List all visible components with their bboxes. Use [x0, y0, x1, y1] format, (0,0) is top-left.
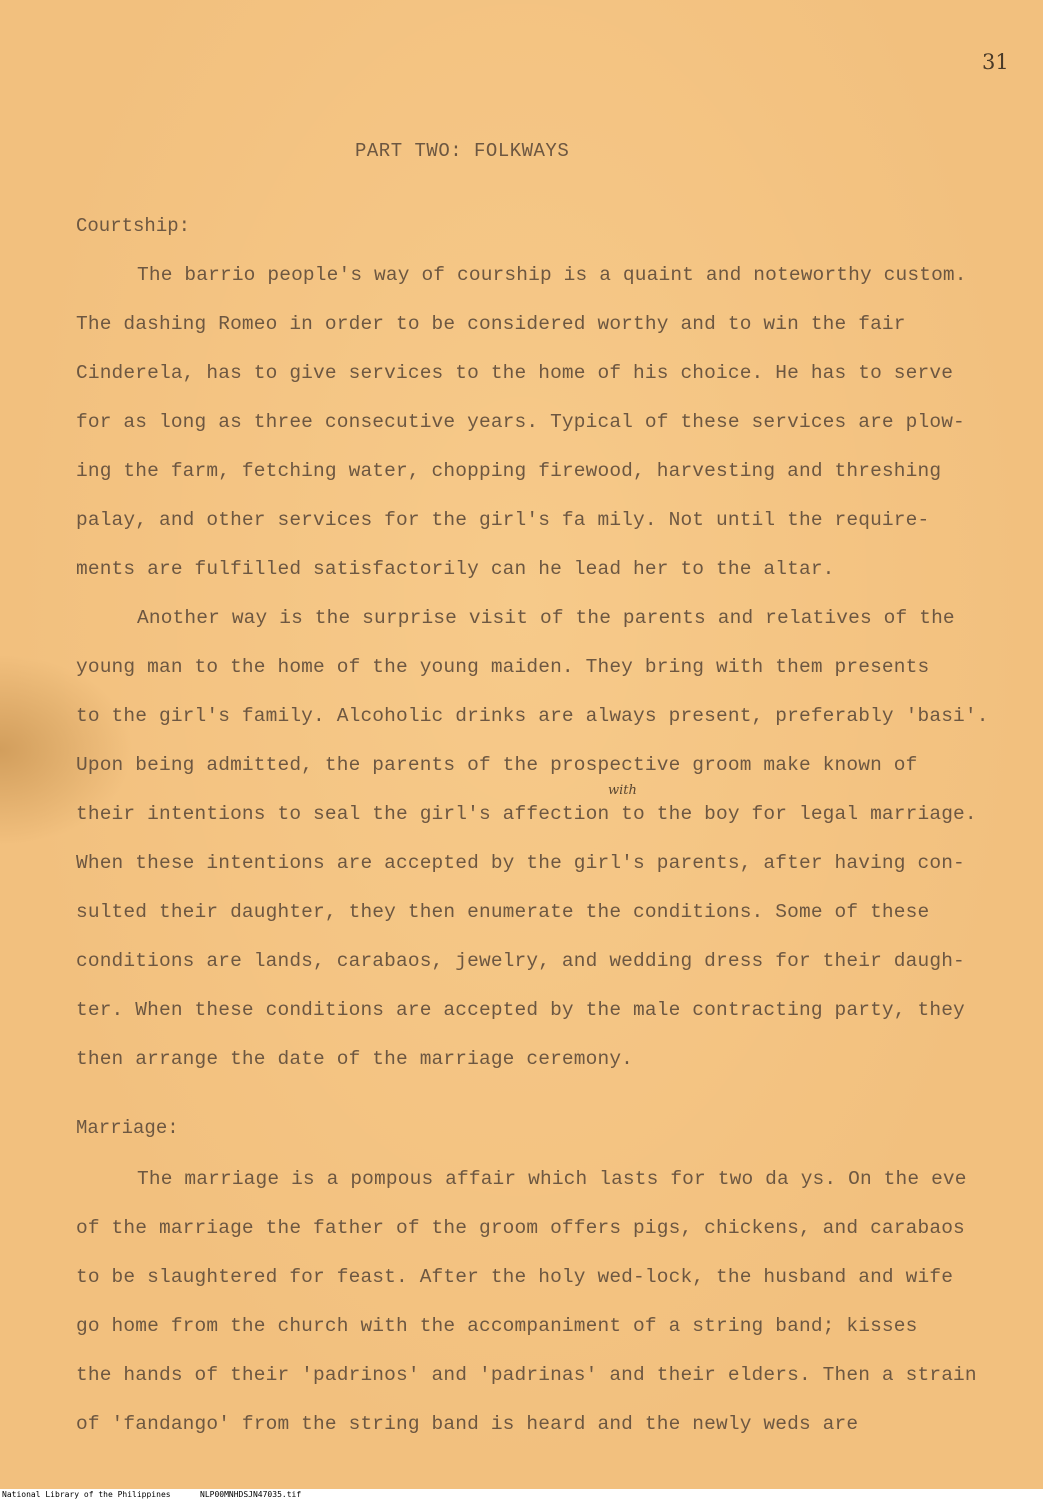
marriage-line: go home from the church with the accompaniment of a string band; kisses: [76, 1315, 918, 1337]
footer-file: NLP00MNHDSJN47035.tif: [200, 1490, 302, 1499]
scan-footer: [0, 1489, 1043, 1500]
courtship-line: their intentions to seal the girl's affection to the boy for legal marriage.: [76, 803, 977, 825]
courtship-line: Another way is the surprise visit of the parents and relatives of the: [137, 607, 955, 629]
courtship-line: ter. When these conditions are accepted by the male contracting party, they: [76, 999, 965, 1021]
courtship-line: palay, and other services for the girl's fa mily. Not until the require-: [76, 509, 930, 531]
courtship-line: for as long as three consecutive years. Typical of these services are plow-: [76, 411, 965, 433]
marriage-line: to be slaughtered for feast. After the holy wed-lock, the husband and wife: [76, 1266, 954, 1288]
courtship-heading: Courtship:: [76, 215, 191, 237]
marriage-line: of the marriage the father of the groom offers pigs, chickens, and carabaos: [76, 1217, 965, 1239]
courtship-line: to the girl's family. Alcoholic drinks are always present, preferably 'basi'.: [76, 705, 989, 727]
courtship-line: The barrio people's way of courship is a quaint and noteworthy custom.: [137, 264, 967, 286]
marriage-line: of 'fandango' from the string band is heard and the newly weds are: [76, 1413, 859, 1435]
courtship-line: conditions are lands, carabaos, jewelry, and wedding dress for their daugh-: [76, 950, 965, 972]
courtship-line: then arrange the date of the marriage ceremony.: [76, 1048, 634, 1070]
courtship-line: sulted their daughter, they then enumerate the conditions. Some of these: [76, 901, 930, 923]
marriage-heading: Marriage:: [76, 1117, 179, 1139]
courtship-line: ments are fulfilled satisfactorily can he lead her to the altar.: [76, 558, 835, 580]
courtship-line: Upon being admitted, the parents of the prospective groom make known of: [76, 754, 918, 776]
courtship-line: Cinderela, has to give services to the home of his choice. He has to serve: [76, 362, 954, 384]
courtship-line: ing the farm, fetching water, chopping firewood, harvesting and threshing: [76, 460, 942, 482]
marriage-line: The marriage is a pompous affair which lasts for two da ys. On the eve: [137, 1168, 967, 1190]
handwritten-annotation: with: [608, 783, 637, 798]
courtship-line: When these intentions are accepted by the girl's parents, after having con-: [76, 852, 965, 874]
footer-source: National Library of the Philippines: [2, 1490, 171, 1499]
courtship-line: The dashing Romeo in order to be considered worthy and to win the fair: [76, 313, 906, 335]
part-title: PART TWO: FOLKWAYS: [355, 140, 570, 162]
courtship-line: young man to the home of the young maiden. They bring with them presents: [76, 656, 930, 678]
page-number: 31: [982, 50, 1009, 74]
marriage-line: the hands of their 'padrinos' and 'padrinas' and their elders. Then a strain: [76, 1364, 977, 1386]
